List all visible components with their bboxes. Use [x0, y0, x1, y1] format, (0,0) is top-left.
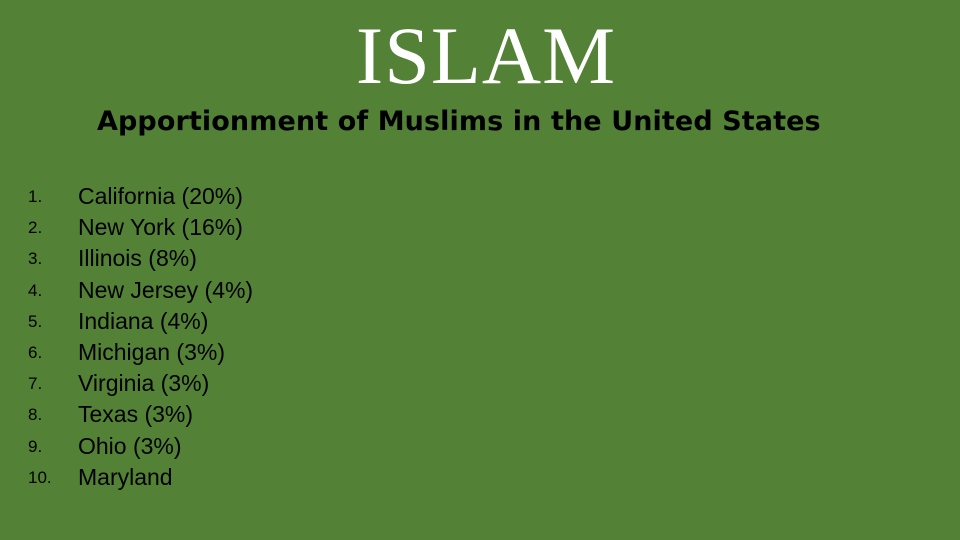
list-item-number: 1. [28, 187, 43, 206]
list-item [28, 462, 253, 493]
list-item-number: 10. [28, 467, 52, 487]
list-item-text: Ohio (3%) [78, 432, 182, 459]
list-item-text: Indiana (4%) [78, 307, 209, 334]
list-item-number: 3. [28, 249, 43, 269]
list-item-number: 8. [28, 405, 43, 425]
list-item-number: 4. [28, 280, 43, 300]
list-item-number: 9. [28, 436, 43, 456]
list-item-text: Maryland [78, 463, 173, 490]
slide-subtitle: Apportionment of Muslims in the United States [97, 106, 821, 137]
list-item [28, 431, 253, 462]
list-item-text: New York (16%) [78, 214, 243, 241]
list-item [28, 275, 253, 306]
list-item [28, 181, 253, 212]
list-item [28, 399, 253, 430]
list-item-text: California (20%) [78, 183, 243, 209]
list-item-text: Michigan (3%) [78, 338, 225, 365]
list-item-text: Texas (3%) [78, 401, 194, 428]
list-item [28, 306, 253, 337]
list-item [28, 243, 253, 274]
list-item-number: 7. [28, 374, 43, 394]
list-item-number: 2. [28, 218, 43, 238]
list-item [28, 212, 253, 243]
list-item-text: Illinois (8%) [78, 245, 197, 272]
list-item [28, 337, 253, 368]
state-ranking-list [28, 181, 253, 493]
list-item-text: Virginia (3%) [78, 370, 210, 397]
list-item-number: 5. [28, 311, 43, 331]
list-item-text: New Jersey (4%) [78, 276, 254, 303]
list-item [28, 368, 253, 399]
slide-title: ISLAM [355, 10, 617, 101]
list-item-number: 6. [28, 342, 43, 362]
